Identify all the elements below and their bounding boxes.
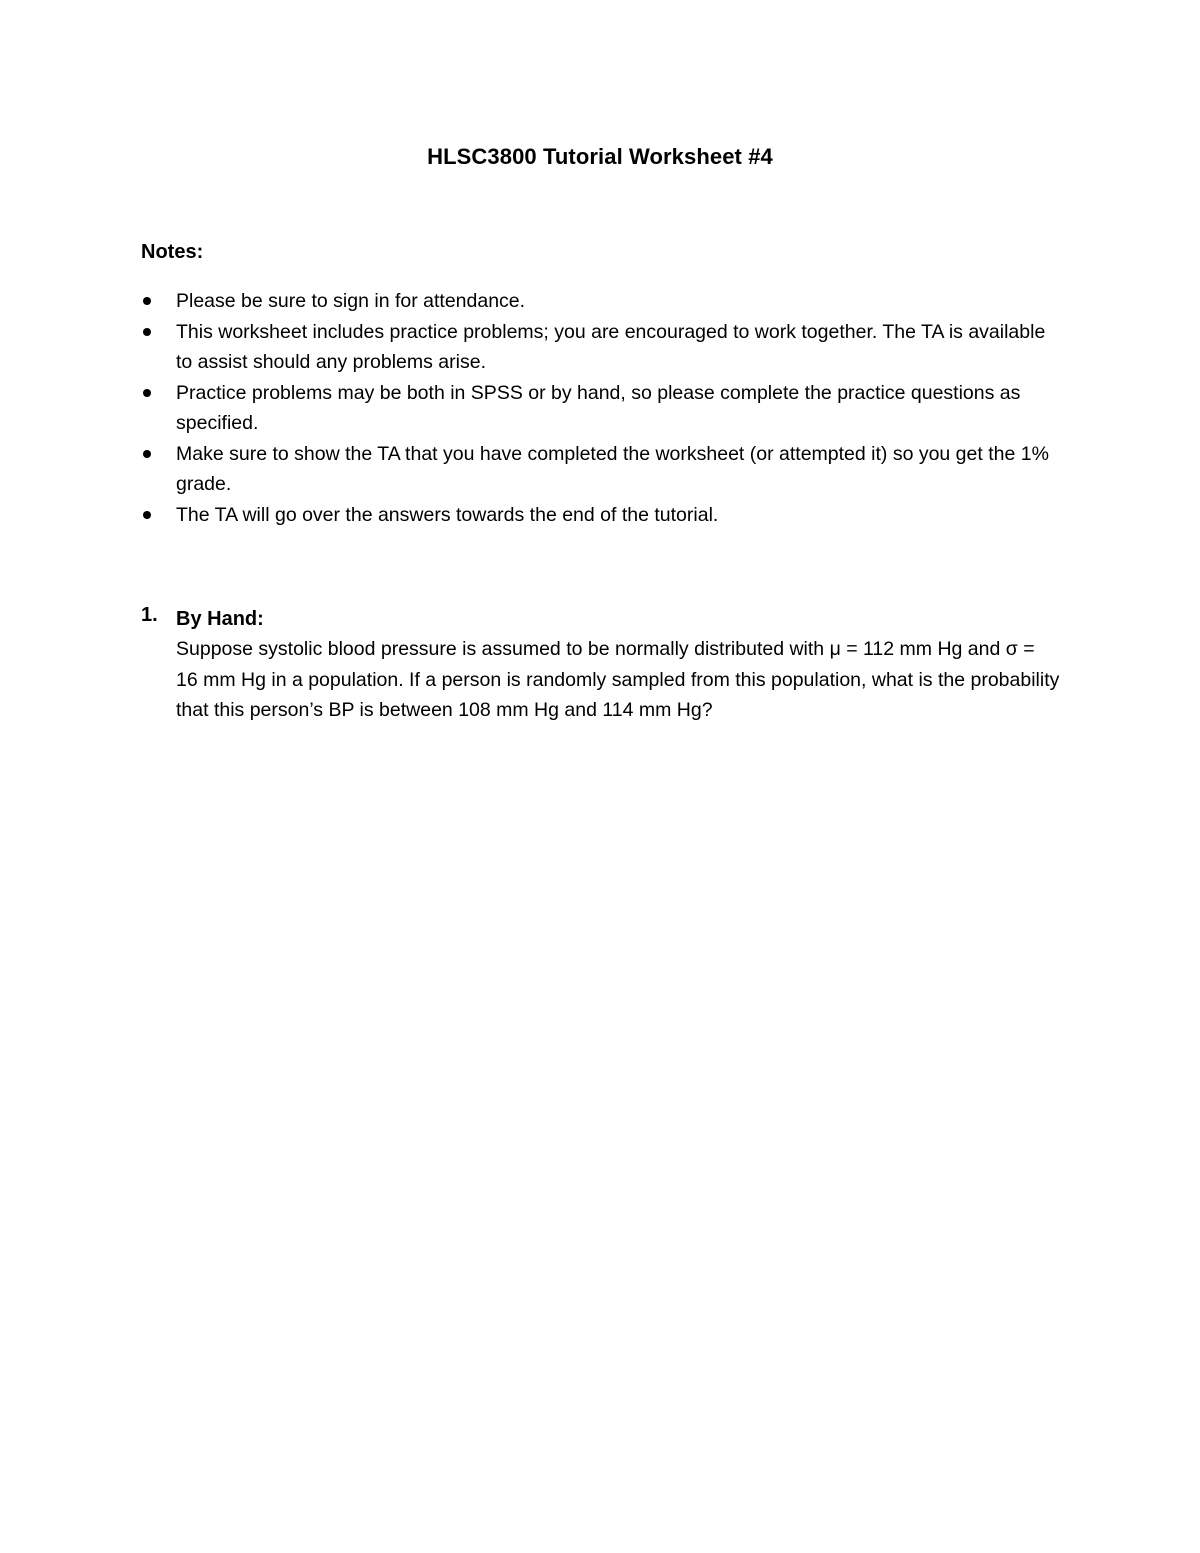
note-text: Practice problems may be both in SPSS or by hand, so please complete the practice questions as specified. bbox=[176, 381, 1021, 434]
list-item bbox=[141, 500, 1061, 531]
question-1 bbox=[141, 604, 1061, 726]
list-item bbox=[141, 317, 1061, 378]
note-text: The TA will go over the answers towards the end of the tutorial. bbox=[176, 503, 719, 526]
notes-heading: Notes: bbox=[141, 241, 204, 263]
document-title: HLSC3800 Tutorial Worksheet #4 bbox=[427, 144, 773, 169]
bullet-icon bbox=[143, 297, 151, 305]
note-text: Make sure to show the TA that you have completed the worksheet (or attempted it) so you get the 1% grade. bbox=[176, 442, 1049, 495]
question-body: Suppose systolic blood pressure is assumed to be normally distributed with μ = 112 mm Hg and σ = 16 mm Hg in a population. If a person is randomly sampled from this population, what is the probability that this person’s BP is between 108 mm Hg and 114 mm Hg? bbox=[176, 638, 1060, 721]
bullet-icon bbox=[143, 328, 151, 336]
list-item bbox=[141, 286, 1061, 317]
notes-list bbox=[141, 286, 1061, 530]
question-heading: By Hand: bbox=[176, 608, 264, 630]
note-text: This worksheet includes practice problems; you are encouraged to work together. The TA is available to assist should any problems arise. bbox=[176, 320, 1046, 373]
note-text: Please be sure to sign in for attendance. bbox=[176, 290, 526, 312]
list-item bbox=[141, 378, 1061, 439]
question-number: 1. bbox=[141, 604, 158, 626]
bullet-icon bbox=[143, 450, 151, 458]
bullet-icon bbox=[143, 389, 151, 397]
list-item bbox=[141, 439, 1061, 500]
bullet-icon bbox=[143, 511, 151, 519]
